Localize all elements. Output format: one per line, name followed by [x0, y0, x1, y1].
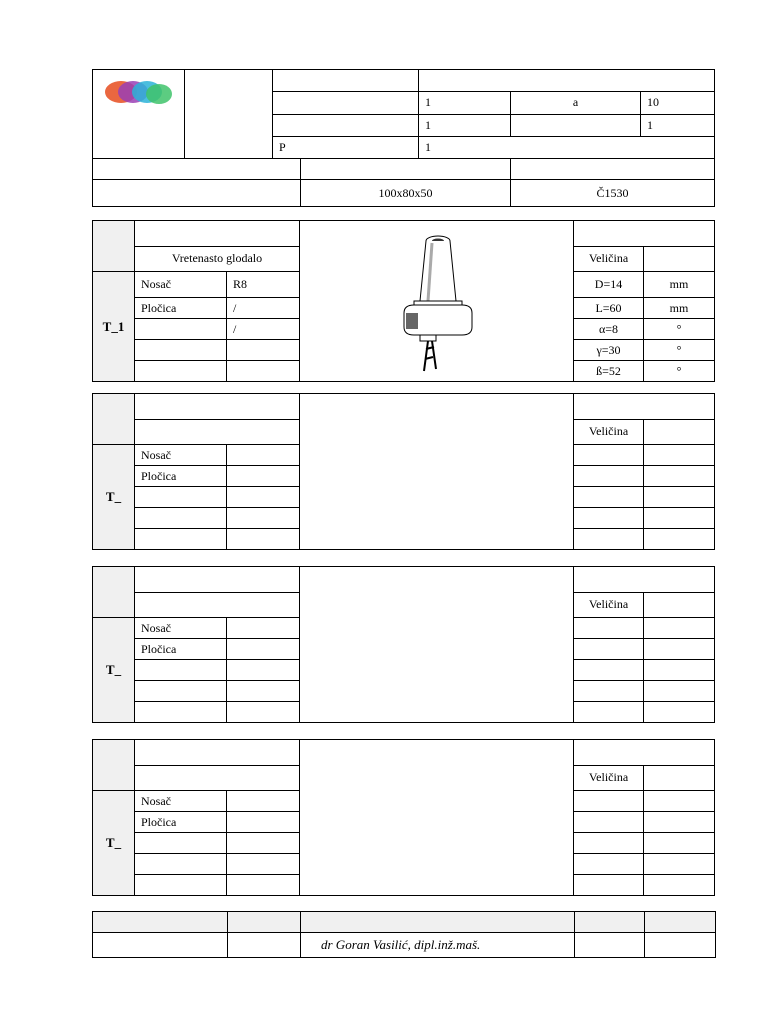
header-cell	[93, 180, 301, 207]
size-value	[574, 854, 644, 875]
size-unit	[644, 702, 715, 723]
footer-cell	[645, 933, 716, 958]
tool-blank	[644, 592, 715, 618]
param-value	[227, 833, 300, 854]
param-value: /	[227, 319, 300, 340]
param-value: /	[227, 298, 300, 319]
size-value: L=60	[574, 298, 644, 319]
logo-icon	[93, 70, 183, 154]
tool-blank	[135, 221, 300, 247]
param-value	[227, 875, 300, 896]
tool-table-2	[92, 393, 715, 550]
workpiece-dimensions: 100x80x50	[301, 180, 511, 207]
param-label	[135, 875, 227, 896]
header-value: 1	[641, 114, 715, 136]
param-value	[227, 639, 300, 660]
author-signature: dr Goran Vasilić, dipl.inž.maš.	[301, 933, 575, 958]
tool-table-3	[92, 566, 715, 723]
param-label	[135, 854, 227, 875]
param-label: Nosač	[135, 272, 227, 298]
size-unit	[644, 445, 715, 466]
param-value	[227, 854, 300, 875]
tool-name	[135, 765, 300, 791]
param-label: Pločica	[135, 639, 227, 660]
param-label	[135, 660, 227, 681]
param-value	[227, 529, 300, 550]
param-label	[135, 340, 227, 361]
size-value	[574, 639, 644, 660]
tool-header-grey	[93, 567, 135, 618]
param-label: Pločica	[135, 466, 227, 487]
size-unit	[644, 875, 715, 896]
size-value	[574, 466, 644, 487]
tool-header-grey	[93, 740, 135, 791]
size-unit: mm	[644, 298, 715, 319]
tool-blank	[644, 419, 715, 445]
size-value	[574, 812, 644, 833]
footer-cell	[575, 912, 645, 933]
header-cell	[93, 159, 301, 180]
size-value	[574, 508, 644, 529]
param-label	[135, 508, 227, 529]
size-value	[574, 618, 644, 639]
size-unit	[644, 487, 715, 508]
size-unit	[644, 833, 715, 854]
size-unit: °	[644, 319, 715, 340]
footer-cell	[93, 912, 228, 933]
header-table	[92, 69, 715, 207]
size-value	[574, 445, 644, 466]
param-label: Nosač	[135, 618, 227, 639]
header-cell	[273, 92, 419, 114]
size-unit: °	[644, 361, 715, 382]
tool-table-4	[92, 739, 715, 896]
tool-id: T_	[93, 445, 135, 550]
footer-cell	[645, 912, 716, 933]
header-value: a	[511, 92, 641, 114]
footer-cell	[575, 933, 645, 958]
size-unit	[644, 854, 715, 875]
tool-name	[135, 592, 300, 618]
header-cell	[273, 114, 419, 136]
tool-blank	[574, 221, 715, 247]
tool-blank	[135, 567, 300, 593]
param-label	[135, 487, 227, 508]
size-header: Veličina	[574, 592, 644, 618]
tool-image-cell	[300, 221, 574, 382]
size-value: D=14	[574, 272, 644, 298]
tool-header-grey	[93, 394, 135, 445]
size-value	[574, 487, 644, 508]
tool-blank	[135, 740, 300, 766]
size-unit	[644, 529, 715, 550]
logo-cell	[93, 70, 185, 159]
param-label	[135, 361, 227, 382]
size-value: α=8	[574, 319, 644, 340]
size-value: ß=52	[574, 361, 644, 382]
tool-blank	[574, 567, 715, 593]
param-value	[227, 445, 300, 466]
param-value	[227, 681, 300, 702]
header-value: 1	[419, 114, 511, 136]
footer-cell	[301, 912, 575, 933]
size-unit	[644, 639, 715, 660]
footer-cell	[228, 912, 301, 933]
size-unit	[644, 791, 715, 812]
tool-image-cell	[300, 394, 574, 550]
param-value: R8	[227, 272, 300, 298]
end-mill-icon	[300, 221, 572, 377]
header-value: 1	[419, 136, 715, 158]
param-label: Pločica	[135, 812, 227, 833]
size-value	[574, 833, 644, 854]
header-cell	[419, 70, 715, 92]
header-cell	[511, 159, 715, 180]
tool-blank	[135, 394, 300, 420]
header-cell	[273, 70, 419, 92]
header-value: 10	[641, 92, 715, 114]
param-value	[227, 466, 300, 487]
tool-image-cell	[300, 740, 574, 896]
size-header: Veličina	[574, 246, 644, 272]
param-label: Pločica	[135, 298, 227, 319]
param-label	[135, 833, 227, 854]
size-unit: °	[644, 340, 715, 361]
size-value	[574, 702, 644, 723]
header-blank-cell	[185, 70, 273, 159]
tool-name	[135, 419, 300, 445]
tool-image-cell	[300, 567, 574, 723]
tool-id: T_	[93, 618, 135, 723]
size-value	[574, 875, 644, 896]
param-label: Nosač	[135, 445, 227, 466]
size-value	[574, 791, 644, 812]
footer-table	[92, 911, 716, 958]
param-value	[227, 361, 300, 382]
tool-name: Vretenasto glodalo	[135, 246, 300, 272]
tool-blank	[644, 765, 715, 791]
size-unit: mm	[644, 272, 715, 298]
workpiece-material: Č1530	[511, 180, 715, 207]
param-label	[135, 319, 227, 340]
size-unit	[644, 660, 715, 681]
tool-header-grey	[93, 221, 135, 272]
size-header: Veličina	[574, 419, 644, 445]
param-value	[227, 812, 300, 833]
footer-cell	[228, 933, 301, 958]
size-value	[574, 660, 644, 681]
param-value	[227, 487, 300, 508]
param-value	[227, 340, 300, 361]
tool-id: T_	[93, 791, 135, 896]
tool-id: T_1	[93, 272, 135, 382]
footer-cell	[93, 933, 228, 958]
tool-blank	[644, 246, 715, 272]
param-value	[227, 618, 300, 639]
size-unit	[644, 812, 715, 833]
header-value: 1	[419, 92, 511, 114]
param-value	[227, 660, 300, 681]
param-value	[227, 702, 300, 723]
param-value	[227, 791, 300, 812]
size-unit	[644, 618, 715, 639]
size-value	[574, 529, 644, 550]
size-unit	[644, 508, 715, 529]
size-header: Veličina	[574, 765, 644, 791]
param-label	[135, 529, 227, 550]
size-value	[574, 681, 644, 702]
size-value: γ=30	[574, 340, 644, 361]
param-label: Nosač	[135, 791, 227, 812]
header-cell	[301, 159, 511, 180]
param-label	[135, 681, 227, 702]
param-value	[227, 508, 300, 529]
header-cell	[511, 114, 641, 136]
param-label	[135, 702, 227, 723]
tool-blank	[574, 740, 715, 766]
tool-table-1	[92, 220, 715, 382]
header-label: P	[273, 136, 419, 158]
size-unit	[644, 466, 715, 487]
size-unit	[644, 681, 715, 702]
tool-blank	[574, 394, 715, 420]
